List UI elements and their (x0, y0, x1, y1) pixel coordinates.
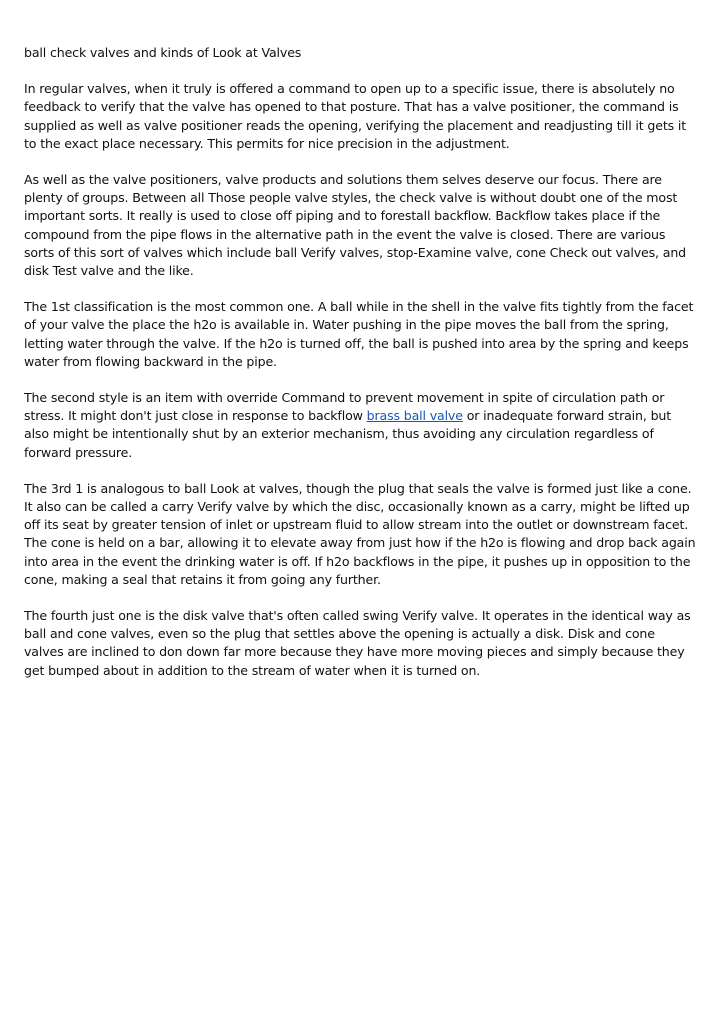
paragraph-4 (24, 389, 696, 462)
document-title: ball check valves and kinds of Look at Valves (24, 45, 302, 60)
paragraph-3: The 1st classification is the most common one. A ball while in the shell in the valve fits tightly from the facet of your valve the place the h2o is available in. Water pushing in the pipe moves the ball from the spring, letting water through the valve. If the h2o is turned off, the ball is pushed into area by the spring and keeps water from flowing backward in the pipe. (24, 299, 694, 369)
paragraph-5: The 3rd 1 is analogous to ball Look at valves, though the plug that seals the valve is formed just like a cone. It also can be called a carry Verify valve by which the disc, occasionally known as a carry, might be lifted up off its seat by greater tension of inlet or upstream fluid to allow stream into the outlet or downstream facet. The cone is held on a bar, allowing it to elevate away from just how if the h2o is flowing and drop back again into area in the event the drinking water is off. If h2o backflows in the pipe, it pushes up in opposition to the cone, making a seal that retains it from going any further. (24, 480, 696, 587)
paragraph-4-text-before: The second style is an item with override Command to prevent movement in spite of circulation path or stress. It might don't just close in response to backflow (24, 390, 665, 424)
brass-ball-valve-link[interactable]: brass ball valve (366, 408, 463, 424)
paragraph-2: As well as the valve positioners, valve products and solutions them selves deserve our focus. There are plenty of groups. Between all Those people valve styles, the check valve is without doubt one of the most important sorts. It really is used to close off piping and to forestall backflow. Backflow takes place if the compound from the pipe flows in the alternative path in the event the valve is closed. There are various sorts of this sort of valves which include ball Verify valves, stop-Examine valve, cone Check out valves, and disk Test valve and the like. (24, 172, 686, 279)
paragraph-1: In regular valves, when it truly is offered a command to open up to a specific issue, there is absolutely no feedback to verify that the valve has opened to that posture. That has a valve positioner, the command is supplied as well as valve positioner reads the opening, verifying the placement and readjusting till it gets it to the exact place necessary. This permits for nice precision in the adjustment. (24, 81, 687, 151)
paragraph-4-text-after: or inadequate forward strain, but also might be intentionally shut by an exterior mechanism, thus avoiding any circulation regardless of forward pressure. (24, 408, 672, 460)
paragraph-6: The fourth just one is the disk valve that's often called swing Verify valve. It operates in the identical way as ball and cone valves, even so the plug that settles above the opening is actually a disk. Disk and cone valves are inclined to don down far more because they have more moving pieces and simply because they get bumped about in addition to the stream of water when it is turned on. (24, 608, 691, 678)
